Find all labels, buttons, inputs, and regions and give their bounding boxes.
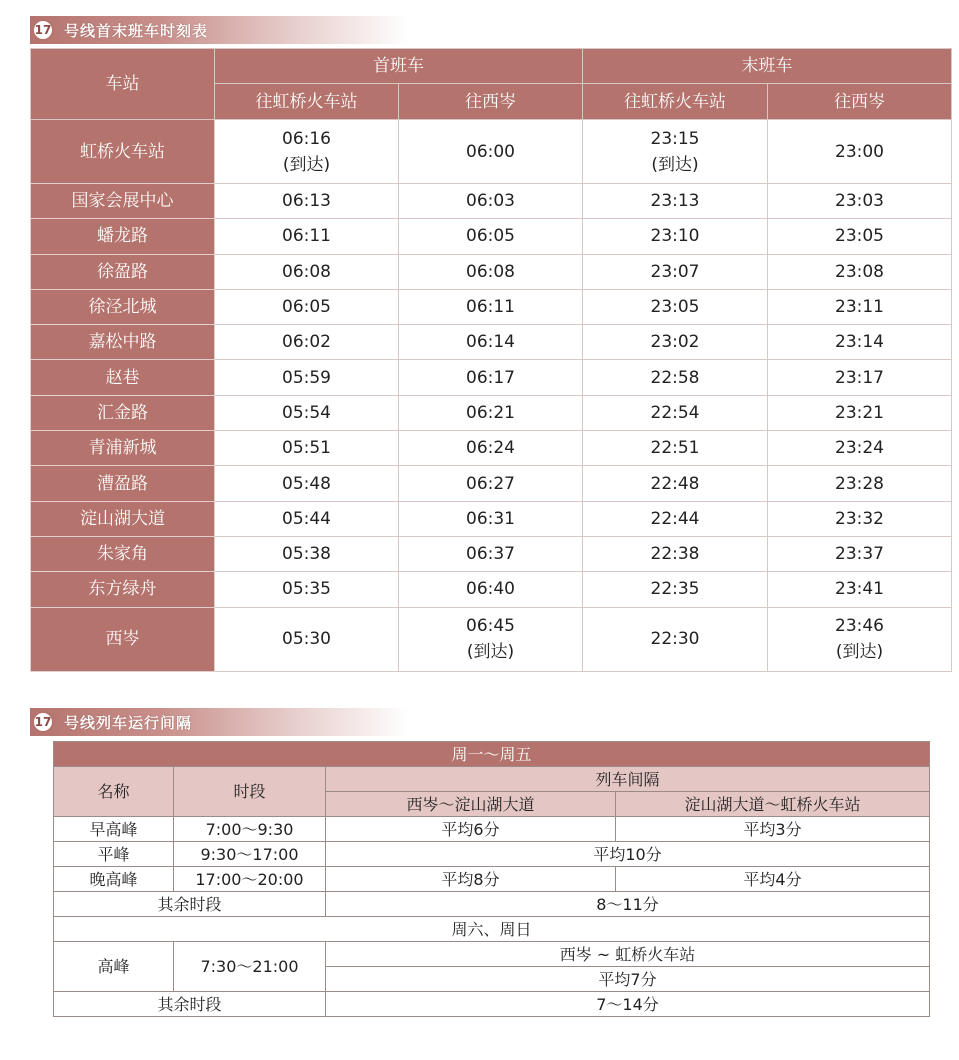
time-value: 06:11 — [282, 226, 331, 247]
table-row — [31, 395, 952, 430]
table-row — [54, 942, 930, 967]
station-name: 青浦新城 — [31, 431, 215, 466]
time-value: 06:14 — [466, 332, 515, 353]
direction-header: 往西岑 — [768, 84, 952, 120]
time-cell — [583, 184, 768, 219]
time-value: 23:21 — [835, 402, 884, 423]
name-header: 名称 — [54, 767, 174, 817]
station-header: 车站 — [31, 49, 215, 120]
time-value: 06:27 — [466, 473, 515, 494]
interval-value: 平均10分 — [326, 842, 930, 867]
table-row — [31, 536, 952, 571]
time-value: 06:08 — [282, 261, 331, 282]
time-cell — [768, 254, 952, 289]
time-value: 06:21 — [466, 402, 515, 423]
table-row — [31, 289, 952, 324]
first-train-header: 首班车 — [215, 49, 583, 84]
time-value: 23:41 — [835, 579, 884, 600]
time-cell — [215, 325, 399, 360]
time-cell — [399, 219, 583, 254]
first-last-train-table — [30, 48, 952, 672]
station-name: 汇金路 — [31, 395, 215, 430]
time-value: 06:45 — [466, 616, 515, 637]
direction-header: 往西岑 — [399, 84, 583, 120]
line-badge: 17 — [32, 711, 54, 733]
time-cell — [583, 120, 768, 184]
time-value: 05:44 — [282, 508, 331, 529]
period-time: 17:00～20:00 — [174, 867, 326, 892]
section-banner-interval — [30, 708, 410, 736]
time-cell — [768, 120, 952, 184]
time-cell — [583, 360, 768, 395]
time-value: 23:32 — [835, 508, 884, 529]
time-value: 22:30 — [650, 629, 700, 650]
station-name: 嘉松中路 — [31, 325, 215, 360]
time-cell — [215, 501, 399, 536]
time-cell — [215, 466, 399, 501]
station-name: 西岑 — [31, 607, 215, 671]
time-cell — [215, 360, 399, 395]
time-cell — [399, 466, 583, 501]
arrival-note: (到达) — [282, 154, 331, 175]
last-train-header: 末班车 — [583, 49, 952, 84]
time-cell — [215, 254, 399, 289]
direction-header: 往虹桥火车站 — [583, 84, 768, 120]
time-value: 06:05 — [282, 297, 331, 318]
period-name: 高峰 — [54, 942, 174, 992]
time-cell — [215, 219, 399, 254]
direction-header: 往虹桥火车站 — [215, 84, 399, 120]
time-value: 23:37 — [835, 544, 884, 565]
table-row — [31, 360, 952, 395]
time-value: 23:13 — [650, 191, 700, 212]
other-period-label: 其余时段 — [54, 892, 326, 917]
time-value: 23:10 — [650, 226, 700, 247]
table-row — [31, 431, 952, 466]
table-row — [31, 254, 952, 289]
station-name: 徐泾北城 — [31, 289, 215, 324]
time-value: 06:17 — [466, 367, 515, 388]
interval-value: 平均6分 — [326, 817, 616, 842]
time-cell — [215, 607, 399, 671]
table-row — [54, 817, 930, 842]
time-cell — [583, 289, 768, 324]
interval-value: 7～14分 — [326, 992, 930, 1017]
time-value: 22:54 — [650, 402, 700, 423]
time-value: 23:24 — [835, 438, 884, 459]
period-name: 早高峰 — [54, 817, 174, 842]
time-cell — [399, 572, 583, 607]
time-value: 23:05 — [650, 297, 700, 318]
interval-value: 平均4分 — [616, 867, 930, 892]
time-value: 06:08 — [466, 261, 515, 282]
time-cell — [583, 536, 768, 571]
time-value: 22:51 — [650, 438, 700, 459]
segment-header: 西岑～淀山湖大道 — [326, 792, 616, 817]
table-row — [31, 325, 952, 360]
time-cell — [215, 289, 399, 324]
time-value: 06:05 — [466, 226, 515, 247]
time-value: 23:15 — [650, 128, 700, 149]
section-title: 号线首末班车时刻表 — [64, 21, 209, 40]
time-cell — [768, 572, 952, 607]
time-cell — [399, 254, 583, 289]
time-value: 22:48 — [650, 473, 700, 494]
time-cell — [583, 466, 768, 501]
time-value: 23:00 — [835, 141, 884, 162]
period-time: 7:00～9:30 — [174, 817, 326, 842]
table-row — [31, 501, 952, 536]
table-row — [31, 572, 952, 607]
interval-value: 平均3分 — [616, 817, 930, 842]
time-value: 23:28 — [835, 473, 884, 494]
station-name: 徐盈路 — [31, 254, 215, 289]
time-cell — [399, 360, 583, 395]
period-time: 9:30～17:00 — [174, 842, 326, 867]
other-period-label: 其余时段 — [54, 992, 326, 1017]
time-value: 23:02 — [650, 332, 700, 353]
time-cell — [768, 184, 952, 219]
time-cell — [215, 572, 399, 607]
time-cell — [768, 289, 952, 324]
table-row — [54, 842, 930, 867]
time-cell — [215, 395, 399, 430]
time-value: 05:48 — [282, 473, 331, 494]
line-badge: 17 — [32, 19, 54, 41]
time-cell — [768, 607, 952, 671]
period-name: 平峰 — [54, 842, 174, 867]
time-value: 05:38 — [282, 544, 331, 565]
time-cell — [215, 431, 399, 466]
time-cell — [583, 572, 768, 607]
table-row — [31, 607, 952, 671]
time-value: 23:17 — [835, 367, 884, 388]
segment-label: 西岑 ~ 虹桥火车站 — [326, 942, 930, 967]
arrival-note: (到达) — [835, 642, 884, 663]
period-header: 时段 — [174, 767, 326, 817]
station-name: 蟠龙路 — [31, 219, 215, 254]
time-cell — [215, 120, 399, 184]
train-interval-table — [53, 741, 930, 1017]
time-value: 23:14 — [835, 332, 884, 353]
station-name: 虹桥火车站 — [31, 120, 215, 184]
time-cell — [399, 607, 583, 671]
time-value: 22:44 — [650, 508, 700, 529]
time-value: 23:11 — [835, 297, 884, 318]
arrival-note: (到达) — [651, 154, 699, 175]
table-row — [54, 992, 930, 1017]
time-value: 05:35 — [282, 579, 331, 600]
table-row — [54, 867, 930, 892]
time-value: 23:07 — [650, 261, 700, 282]
time-value: 05:30 — [282, 629, 331, 650]
time-cell — [768, 219, 952, 254]
time-value: 06:16 — [282, 128, 331, 149]
time-value: 06:37 — [466, 544, 515, 565]
time-value: 06:00 — [466, 141, 515, 162]
time-value: 06:03 — [466, 191, 515, 212]
time-value: 06:24 — [466, 438, 515, 459]
time-value: 05:54 — [282, 402, 331, 423]
time-cell — [583, 219, 768, 254]
table-row — [31, 219, 952, 254]
time-cell — [583, 395, 768, 430]
interval-value: 8～11分 — [326, 892, 930, 917]
time-value: 22:58 — [650, 367, 700, 388]
time-cell — [215, 536, 399, 571]
period-name: 晚高峰 — [54, 867, 174, 892]
time-value: 22:38 — [650, 544, 700, 565]
arrival-note: (到达) — [466, 642, 515, 663]
table-row — [31, 466, 952, 501]
station-name: 赵巷 — [31, 360, 215, 395]
time-cell — [583, 325, 768, 360]
time-value: 22:35 — [650, 579, 700, 600]
section-title: 号线列车运行间隔 — [64, 713, 193, 732]
station-name: 淀山湖大道 — [31, 501, 215, 536]
time-value: 23:46 — [835, 616, 884, 637]
interval-value: 平均7分 — [326, 967, 930, 992]
time-cell — [768, 325, 952, 360]
time-cell — [768, 395, 952, 430]
time-cell — [399, 325, 583, 360]
time-value: 23:03 — [835, 191, 884, 212]
time-cell — [768, 431, 952, 466]
table-row — [31, 120, 952, 184]
interval-value: 平均8分 — [326, 867, 616, 892]
section-banner-schedule — [30, 16, 410, 44]
time-cell — [583, 431, 768, 466]
time-cell — [768, 536, 952, 571]
time-cell — [583, 254, 768, 289]
time-value: 06:11 — [466, 297, 515, 318]
time-cell — [399, 536, 583, 571]
table-row — [54, 892, 930, 917]
period-time: 7:30～21:00 — [174, 942, 326, 992]
time-cell — [399, 184, 583, 219]
time-value: 05:59 — [282, 367, 331, 388]
time-value: 06:13 — [282, 191, 331, 212]
time-value: 23:05 — [835, 226, 884, 247]
time-value: 06:40 — [466, 579, 515, 600]
time-value: 06:02 — [282, 332, 331, 353]
time-cell — [399, 120, 583, 184]
time-cell — [768, 360, 952, 395]
interval-header: 列车间隔 — [326, 767, 930, 792]
time-cell — [583, 607, 768, 671]
time-cell — [399, 289, 583, 324]
station-name: 东方绿舟 — [31, 572, 215, 607]
table-row — [31, 184, 952, 219]
time-cell — [399, 501, 583, 536]
station-name: 漕盈路 — [31, 466, 215, 501]
time-cell — [768, 501, 952, 536]
time-cell — [399, 431, 583, 466]
time-cell — [399, 395, 583, 430]
weekday-header: 周一～周五 — [54, 742, 930, 767]
time-value: 23:08 — [835, 261, 884, 282]
station-name: 朱家角 — [31, 536, 215, 571]
time-cell — [215, 184, 399, 219]
time-cell — [768, 466, 952, 501]
time-cell — [583, 501, 768, 536]
time-value: 06:31 — [466, 508, 515, 529]
time-value: 05:51 — [282, 438, 331, 459]
weekend-header: 周六、周日 — [54, 917, 930, 942]
station-name: 国家会展中心 — [31, 184, 215, 219]
segment-header: 淀山湖大道～虹桥火车站 — [616, 792, 930, 817]
